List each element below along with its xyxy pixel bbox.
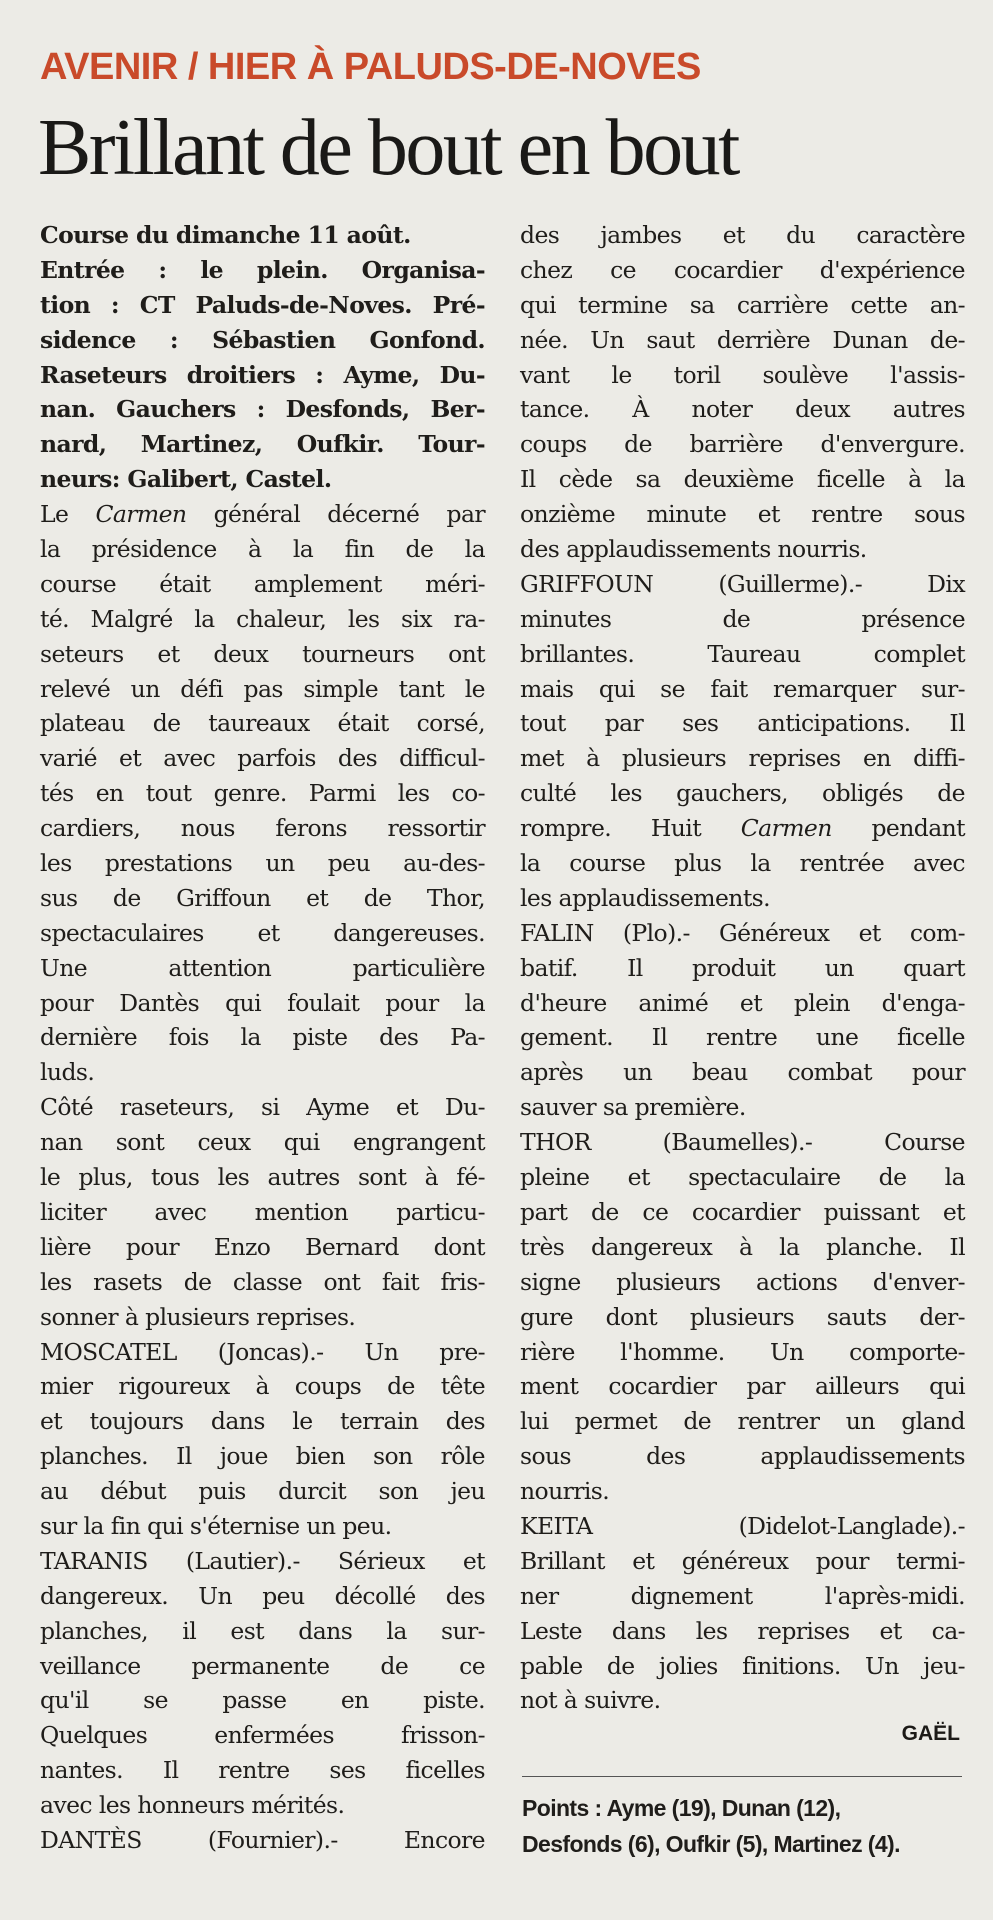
body-line: qui termine sa carrière cette an- [520, 290, 965, 319]
body-line: Leste dans les reprises et ca- [520, 1616, 965, 1645]
body-line: nard, Martinez, Oufkir. Tour- [40, 430, 485, 459]
body-line: nan. Gauchers : Desfonds, Ber- [40, 395, 485, 424]
body-line: sur la fin qui s'éternise un peu. [40, 1511, 392, 1540]
body-line: plateau de taureaux était corsé, [40, 709, 485, 738]
body-line: Brillant et généreux pour termi- [520, 1546, 965, 1575]
body-line: signe plusieurs actions d'enver- [520, 1267, 965, 1296]
body-line: les applaudissements. [520, 883, 770, 912]
body-line: Côté raseteurs, si Ayme et Du- [40, 1093, 485, 1122]
body-line: ment cocardier par ailleurs qui [520, 1372, 965, 1401]
body-line: neurs: Galibert, Castel. [40, 465, 332, 494]
body-line: onzième minute et rentre sous [520, 500, 965, 529]
body-line: des jambes et du caractère [520, 221, 965, 249]
body-line: lui permet de rentrer un gland [520, 1407, 965, 1436]
article-column-right [520, 218, 965, 1718]
body-line: sonner à plusieurs reprises. [40, 1302, 356, 1331]
body-line: au début puis durcit son jeu [40, 1477, 485, 1506]
body-line: d'heure animé et plein d'enga- [520, 988, 965, 1017]
body-line: gement. Il rentre une ficelle [520, 1023, 965, 1052]
body-line: GRIFFOUN (Guillerme).- Dix [520, 569, 965, 598]
body-line: née. Un saut derrière Dunan de- [520, 325, 965, 354]
body-line: tés en tout genre. Parmi les co- [40, 779, 485, 808]
body-line: seteurs et deux tourneurs ont [40, 639, 485, 668]
points-summary [522, 1790, 962, 1862]
body-line: nan sont ceux qui engrangent [40, 1128, 485, 1157]
body-line: met à plusieurs reprises en diffi- [520, 744, 965, 773]
body-line: liciter avec mention particu- [40, 1197, 485, 1226]
body-line: le plus, tous les autres sont à fé- [40, 1163, 485, 1192]
points-line: Points : Ayme (19), Dunan (12), [522, 1795, 841, 1821]
body-line: avec les honneurs mérités. [40, 1791, 345, 1820]
body-line: sauver sa première. [520, 1093, 746, 1122]
body-line: cardiers, nous ferons ressortir [40, 814, 485, 843]
body-line: des applaudissements nourris. [520, 535, 867, 564]
body-line: ner dignement l'après-midi. [520, 1581, 965, 1610]
body-line: Une attention particulière [40, 953, 485, 982]
article-headline: Brillant de bout en bout [38, 104, 738, 192]
body-line: et toujours dans le terrain des [40, 1407, 485, 1436]
body-line: Quelques enfermées frisson- [40, 1721, 485, 1750]
body-line: dernière fois la piste des Pa- [40, 1023, 485, 1052]
article-kicker: AVENIR / HIER À PALUDS-DE-NOVES [40, 46, 701, 88]
body-line: part de ce cocardier puissant et [520, 1197, 965, 1226]
body-line: pable de jolies finitions. Un jeu- [520, 1651, 965, 1680]
body-line: Il cède sa deuxième ficelle à la [520, 465, 965, 494]
divider [522, 1776, 962, 1777]
body-line: relevé un défi pas simple tant le [40, 674, 485, 703]
body-line: sidence : Sébastien Gonfond. [40, 325, 485, 354]
body-line: lière pour Enzo Bernard dont [40, 1232, 485, 1261]
body-line: rompre. Huit Carmen pendant [520, 814, 965, 843]
body-line: pour Dantès qui foulait pour la [40, 988, 485, 1017]
body-line: très dangereux à la planche. Il [520, 1232, 965, 1261]
body-line: luds. [40, 1058, 95, 1087]
body-line: course était amplement méri- [40, 569, 485, 598]
points-line: Desfonds (6), Oufkir (5), Martinez (4). [522, 1831, 900, 1857]
body-line: vant le toril soulève l'assis- [520, 360, 965, 389]
body-line: MOSCATEL (Joncas).- Un pre- [40, 1337, 485, 1366]
body-line: mais qui se fait remarquer sur- [520, 674, 965, 703]
body-line: les rasets de classe ont fait fris- [40, 1267, 485, 1296]
body-line: dangereux. Un peu décollé des [40, 1581, 485, 1610]
article-column-left [40, 218, 485, 1858]
body-line: planches, il est dans la sur- [40, 1616, 485, 1645]
body-line: la course plus la rentrée avec [520, 849, 965, 878]
body-line: nantes. Il rentre ses ficelles [40, 1756, 485, 1785]
body-line: chez ce cocardier d'expérience [520, 255, 965, 284]
body-line: minutes de présence [520, 604, 965, 633]
body-line: planches. Il joue bien son rôle [40, 1442, 485, 1471]
body-line: Course du dimanche 11 août. [40, 221, 411, 249]
body-line: Entrée : le plein. Organisa- [40, 255, 485, 284]
body-line: spectaculaires et dangereuses. [40, 918, 485, 947]
body-line: qu'il se passe en piste. [40, 1686, 485, 1715]
body-line: brillantes. Taureau complet [520, 639, 965, 668]
body-line: mier rigoureux à coups de tête [40, 1372, 485, 1401]
body-line: tout par ses anticipations. Il [520, 709, 965, 738]
body-line: coups de barrière d'envergure. [520, 430, 965, 459]
body-line: FALIN (Plo).- Généreux et com- [520, 918, 965, 947]
body-line: après un beau combat pour [520, 1058, 965, 1087]
body-line: not à suivre. [520, 1686, 661, 1715]
body-line: KEITA (Didelot-Langlade).- [520, 1511, 965, 1540]
body-line: tance. À noter deux autres [520, 395, 965, 424]
body-line: Raseteurs droitiers : Ayme, Du- [40, 360, 485, 389]
body-line: pleine et spectaculaire de la [520, 1163, 965, 1192]
body-line: tion : CT Paluds-de-Noves. Pré- [40, 290, 485, 319]
body-line: batif. Il produit un quart [520, 953, 965, 982]
body-line: rière l'homme. Un comporte- [520, 1337, 965, 1366]
article-author: GAËL [901, 1722, 960, 1745]
body-line: DANTÈS (Fournier).- Encore [40, 1825, 485, 1854]
body-line: THOR (Baumelles).- Course [520, 1128, 965, 1157]
body-line: veillance permanente de ce [40, 1651, 485, 1680]
body-line: TARANIS (Lautier).- Sérieux et [40, 1546, 485, 1575]
body-line: Le Carmen général décerné par [40, 500, 485, 529]
body-line: varié et avec parfois des difficul- [40, 744, 485, 773]
body-line: té. Malgré la chaleur, les six ra- [40, 604, 485, 633]
body-line: culté les gauchers, obligés de [520, 779, 965, 808]
body-line: nourris. [520, 1477, 610, 1506]
body-line: sus de Griffoun et de Thor, [40, 883, 485, 912]
body-line: la présidence à la fin de la [40, 535, 485, 564]
body-line: gure dont plusieurs sauts der- [520, 1302, 965, 1331]
body-line: sous des applaudissements [520, 1442, 965, 1471]
body-line: les prestations un peu au-des- [40, 849, 485, 878]
